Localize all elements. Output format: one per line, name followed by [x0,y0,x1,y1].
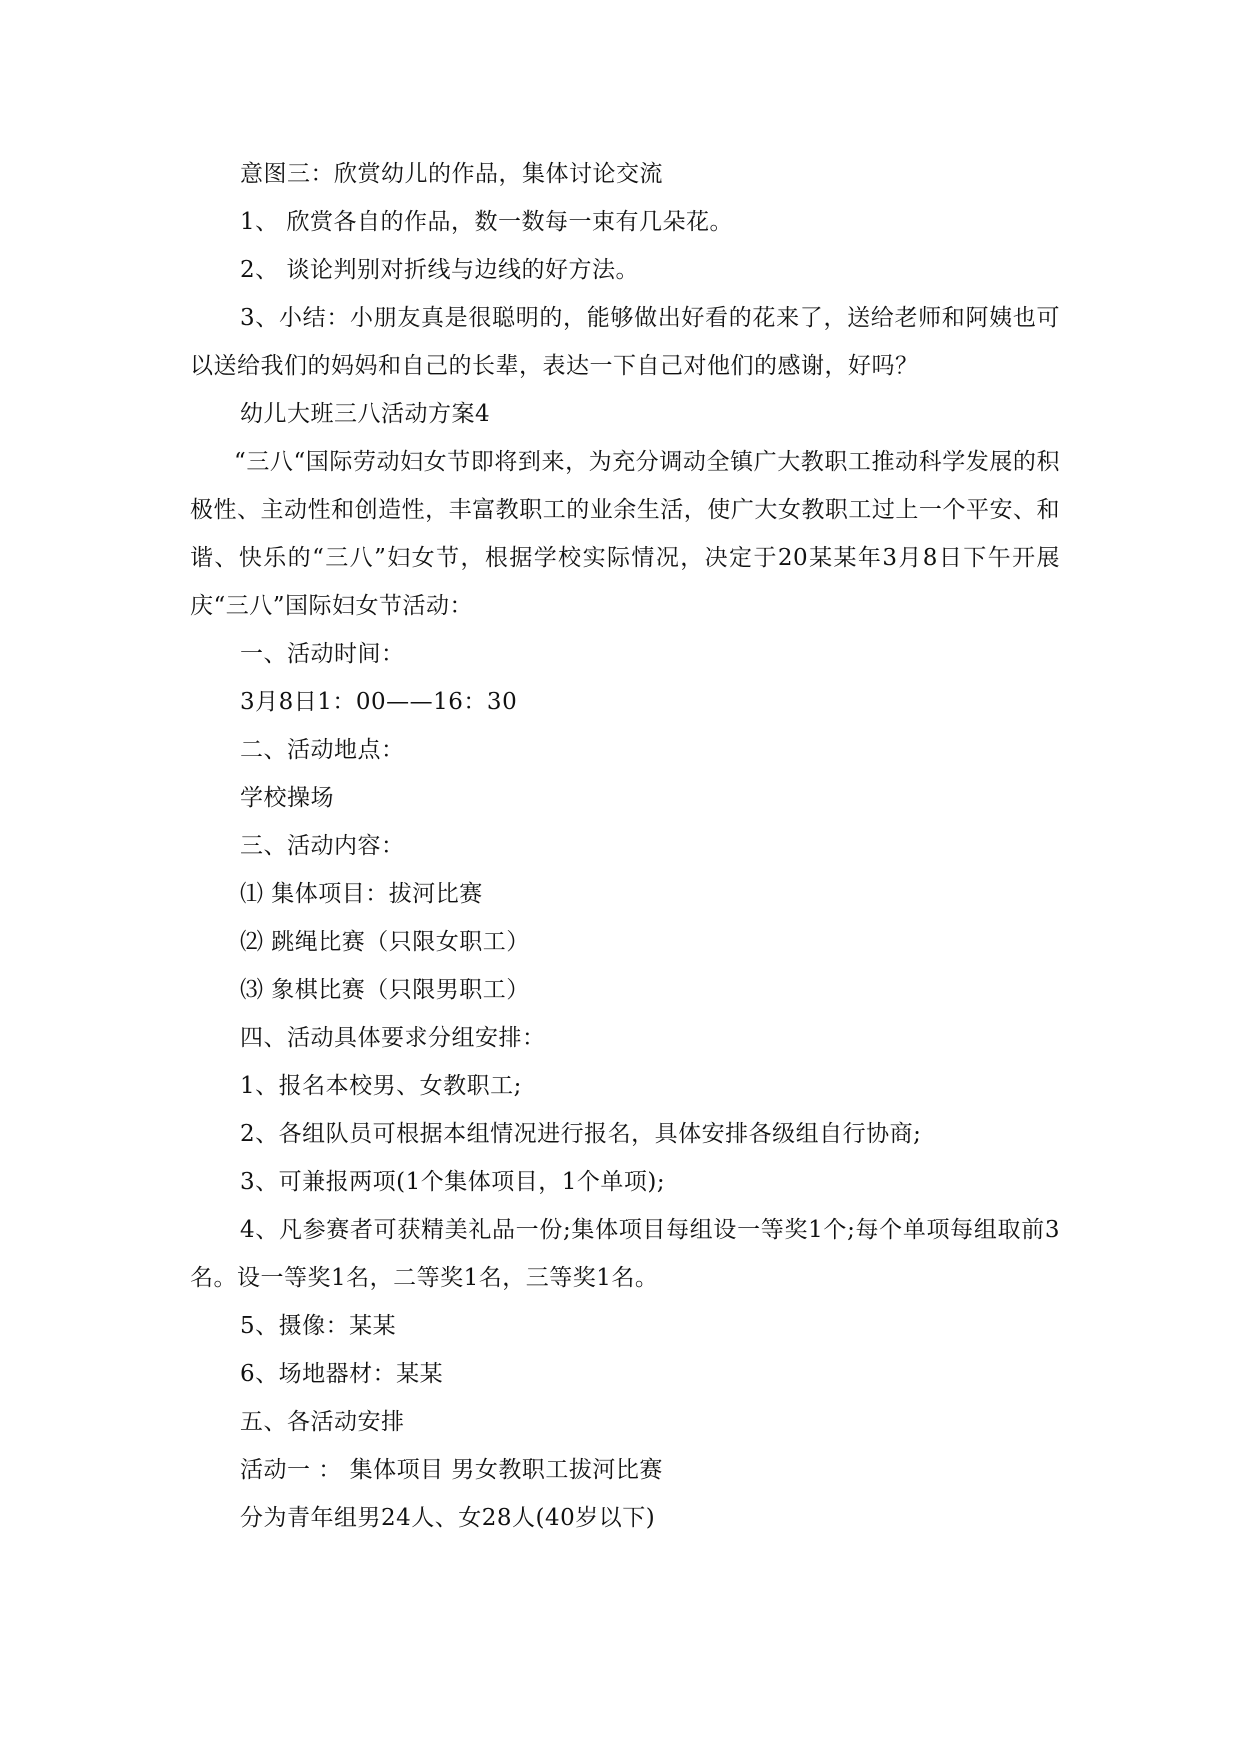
group-line: 分为青年组男24人、女28人(40岁以下) [240,1505,656,1531]
list-item: ⑶ 象棋比赛（只限男职工） [240,977,530,1003]
activity-one-line: 活动一 ： 集体项目 男女教职工拔河比赛 [240,1457,663,1483]
section-title: 幼儿大班三八活动方案4 [240,401,491,427]
time-heading: 一、活动时间： [240,641,405,667]
list-item: ⑴ 集体项目：拔河比赛 [240,881,483,907]
list-item: 5、摄像：某某 [240,1313,397,1339]
prize-paragraph: 4、凡参赛者可获精美礼品一份;集体项目每组设一等奖1个;每个单项每组取前3名。设一等奖1名，二等奖1名，三等奖1名。 [190,1217,1060,1291]
time-value: 3月8日1：00——16：30 [240,689,518,715]
intent-three-heading: 意图三：欣赏幼儿的作品，集体讨论交流 [240,161,663,187]
place-heading: 二、活动地点： [240,737,405,763]
content-heading: 三、活动内容： [240,833,405,859]
document-body [190,150,1060,1542]
list-item: 1、报名本校男、女教职工; [240,1073,522,1099]
list-item: ⑵ 跳绳比赛（只限女职工） [240,929,530,955]
intro-paragraph: “三八“国际劳动妇女节即将到来，为充分调动全镇广大教职工推动科学发展的积极性、主动性和创造性，丰富教职工的业余生活，使广大女教职工过上一个平安、和谐、快乐的“三八”妇女节，根据学校实际情况，决定于20某某年3月8日下午开展庆“三八”国际妇女节活动： [190,449,1060,619]
list-item: 6、场地器材：某某 [240,1361,444,1387]
requirements-heading: 四、活动具体要求分组安排： [240,1025,546,1051]
list-item: 2、 谈论判别对折线与边线的好方法。 [240,257,639,283]
summary-paragraph: 3、小结：小朋友真是很聪明的，能够做出好看的花来了，送给老师和阿姨也可以送给我们的妈妈和自己的长辈，表达一下自己对他们的感谢，好吗？ [190,305,1060,379]
arrangement-heading: 五、各活动安排 [240,1409,405,1435]
list-item: 3、可兼报两项(1个集体项目，1个单项); [240,1169,666,1195]
list-item: 2、各组队员可根据本组情况进行报名，具体安排各级组自行协商; [240,1121,922,1147]
place-value: 学校操场 [240,785,334,811]
list-item: 1、 欣赏各自的作品，数一数每一束有几朵花。 [240,209,733,235]
